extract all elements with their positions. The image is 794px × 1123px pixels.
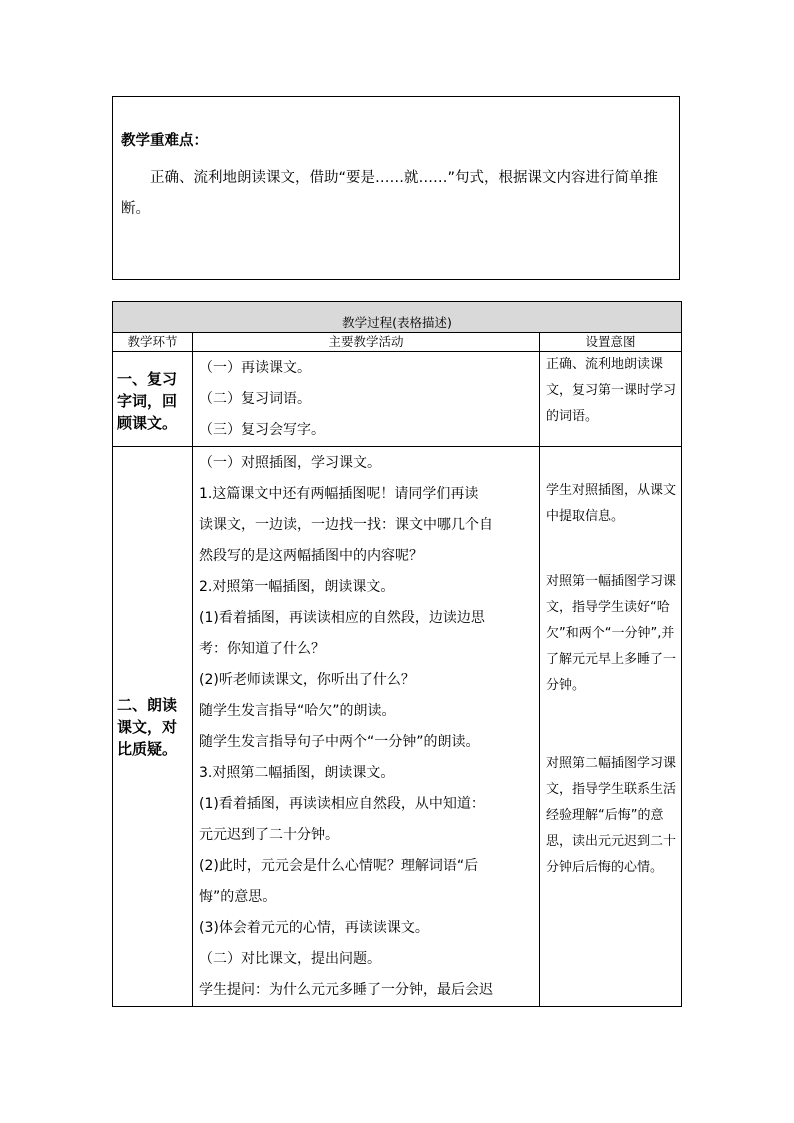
activity-line: (3)体会着元元的心情，再读读课文。 bbox=[199, 920, 429, 936]
key-points-box bbox=[112, 96, 680, 280]
activity-line: (2)听老师读课文，你听出了什么？ bbox=[199, 672, 415, 688]
activity-line: (2)此时，元元会是什么心情呢？理解词语“后 bbox=[199, 858, 479, 874]
activity-line: 1.这篇课文中还有两幅插图呢！请同学们再读 bbox=[199, 486, 479, 502]
activities-cell bbox=[193, 352, 540, 447]
activity-line: 考：你知道了什么？ bbox=[199, 641, 325, 657]
activity-line: （一）再读课文。 bbox=[199, 360, 311, 376]
activity-line: 随学生发言指导句子中两个“一分钟”的朗读。 bbox=[199, 734, 480, 750]
intent-cell: 正确、流利地朗读课文，复习第一课时学习的词语。 bbox=[540, 352, 682, 447]
key-points-heading: 教学重难点： bbox=[121, 133, 208, 149]
activity-line: 随学生发言指导“哈欠”的朗读。 bbox=[199, 703, 396, 719]
activity-line: 读课文，一边读，一边找一找：课文中哪几个自 bbox=[199, 517, 493, 533]
stage-cell: 二、朗读课文，对比质疑。 bbox=[113, 447, 193, 1007]
activity-line: 3.对照第二幅插图，朗读课文。 bbox=[199, 765, 395, 781]
activity-line: 学生提问：为什么元元多睡了一分钟，最后会迟 bbox=[199, 982, 493, 998]
activity-line: (1)看着插图，再读读相应自然段，从中知道： bbox=[199, 796, 485, 812]
header-stage: 教学环节 bbox=[113, 333, 193, 352]
activity-line: （二）复习词语。 bbox=[199, 391, 311, 407]
activity-line: (1)看着插图，再读读相应的自然段，边读边思 bbox=[199, 610, 485, 626]
activity-line: 元元迟到了二十分钟。 bbox=[199, 827, 339, 843]
key-points-text: 正确、流利地朗读课文，借助“要是……就……”句式，根据课文内容进行简单推断。 bbox=[121, 170, 659, 217]
teaching-process-table bbox=[112, 301, 682, 1007]
table-title-row bbox=[113, 302, 682, 333]
table-header-row bbox=[113, 333, 682, 352]
activities-cell bbox=[193, 447, 540, 1007]
activity-line: 然段写的是这两幅插图中的内容呢？ bbox=[199, 548, 423, 564]
activity-line: （一）对照插图，学习课文。 bbox=[199, 455, 381, 471]
activity-line: 悔”的意思。 bbox=[199, 889, 277, 905]
table-title: 教学过程(表格描述) bbox=[113, 302, 682, 333]
table-row bbox=[113, 447, 682, 1007]
activity-line: 2.对照第一幅插图，朗读课文。 bbox=[199, 579, 395, 595]
intent-paragraph: 对照第一幅插图学习课文，指导学生读好“哈欠”和两个“一分钟”,并了解元元早上多睡了一分钟。 bbox=[546, 574, 677, 693]
intent-paragraph: 学生对照插图，从课文中提取信息。 bbox=[546, 483, 677, 524]
intent-paragraph: 对照第二幅插图学习课文，指导学生联系生活经验理解“后悔”的意思，读出元元迟到二十分钟后后悔的心情。 bbox=[546, 756, 677, 875]
activity-line: （二）对比课文，提出问题。 bbox=[199, 951, 381, 967]
activity-line: （三）复习会写字。 bbox=[199, 422, 325, 438]
intent-cell bbox=[540, 447, 682, 1007]
header-intent: 设置意图 bbox=[540, 333, 682, 352]
header-activities: 主要教学活动 bbox=[193, 333, 540, 352]
table-row bbox=[113, 352, 682, 447]
stage-cell: 一、复习字词，回顾课文。 bbox=[113, 352, 193, 447]
